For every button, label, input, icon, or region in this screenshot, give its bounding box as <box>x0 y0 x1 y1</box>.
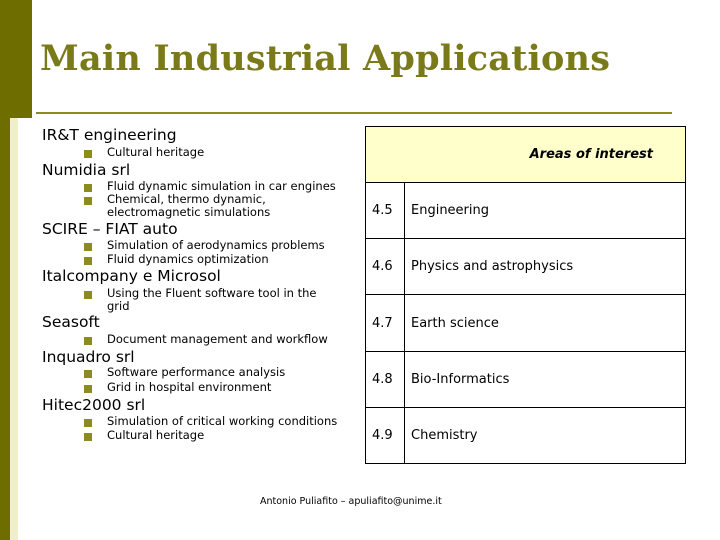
company-name: IR&T engineering <box>42 126 177 144</box>
bullet-square-icon <box>84 257 92 265</box>
bullet-square-icon <box>84 433 92 441</box>
area-label: Earth science <box>405 295 686 351</box>
area-label: Engineering <box>405 183 686 239</box>
bullet-text: Software performance analysis <box>107 365 286 379</box>
bullet-text: Fluid dynamics optimization <box>107 252 269 266</box>
area-label: Physics and astrophysics <box>405 239 686 295</box>
bullet-square-icon <box>84 291 92 299</box>
bullet-text: Chemical, thermo dynamic, <box>107 192 266 206</box>
area-number: 4.6 <box>366 239 405 295</box>
area-number: 4.9 <box>366 407 405 463</box>
bullet-text: Cultural heritage <box>107 145 205 159</box>
bullet-text: Grid in hospital environment <box>107 380 272 394</box>
area-number: 4.7 <box>366 295 405 351</box>
bullet-text-continuation: electromagnetic simulations <box>107 205 271 219</box>
area-label: Chemistry <box>405 407 686 463</box>
table-row <box>366 295 686 351</box>
area-number: 4.8 <box>366 351 405 407</box>
bullet-square-icon <box>84 150 92 158</box>
bullet-text: Cultural heritage <box>107 428 205 442</box>
table-row <box>366 351 686 407</box>
bullet-text: Simulation of critical working conditions <box>107 414 338 428</box>
bullet-square-icon <box>84 184 92 192</box>
slide-title: Main Industrial Applications <box>40 38 611 79</box>
company-name: Hitec2000 srl <box>42 396 146 414</box>
bullet-square-icon <box>84 385 92 393</box>
bullet-text: Fluid dynamic simulation in car engines <box>107 179 336 193</box>
company-name: SCIRE – FIAT auto <box>42 220 178 238</box>
footer-author: Antonio Puliafito – apuliafito@unime.it <box>260 496 442 507</box>
bullet-square-icon <box>84 337 92 345</box>
table-row <box>366 239 686 295</box>
bullet-square-icon <box>84 419 92 427</box>
company-name: Italcompany e Microsol <box>42 267 221 285</box>
bullet-square-icon <box>84 243 92 251</box>
table-row <box>366 407 686 463</box>
company-name: Numidia srl <box>42 161 131 179</box>
table-header-cell: Areas of interest <box>366 127 686 183</box>
bullet-text: Document management and workflow <box>107 332 328 346</box>
bullet-text: Using the Fluent software tool in the <box>107 286 317 300</box>
top-left-accent-band <box>0 0 32 118</box>
bullet-text-continuation: grid <box>107 299 130 313</box>
title-divider <box>36 112 672 114</box>
area-label: Bio-Informatics <box>405 351 686 407</box>
company-name: Seasoft <box>42 313 100 331</box>
bullet-square-icon <box>84 197 92 205</box>
company-name: Inquadro srl <box>42 348 135 366</box>
bullet-square-icon <box>84 370 92 378</box>
area-number: 4.5 <box>366 183 405 239</box>
areas-of-interest-table <box>365 126 686 464</box>
table-row <box>366 183 686 239</box>
table-header-row <box>366 127 686 183</box>
bullet-text: Simulation of aerodynamics problems <box>107 238 325 252</box>
